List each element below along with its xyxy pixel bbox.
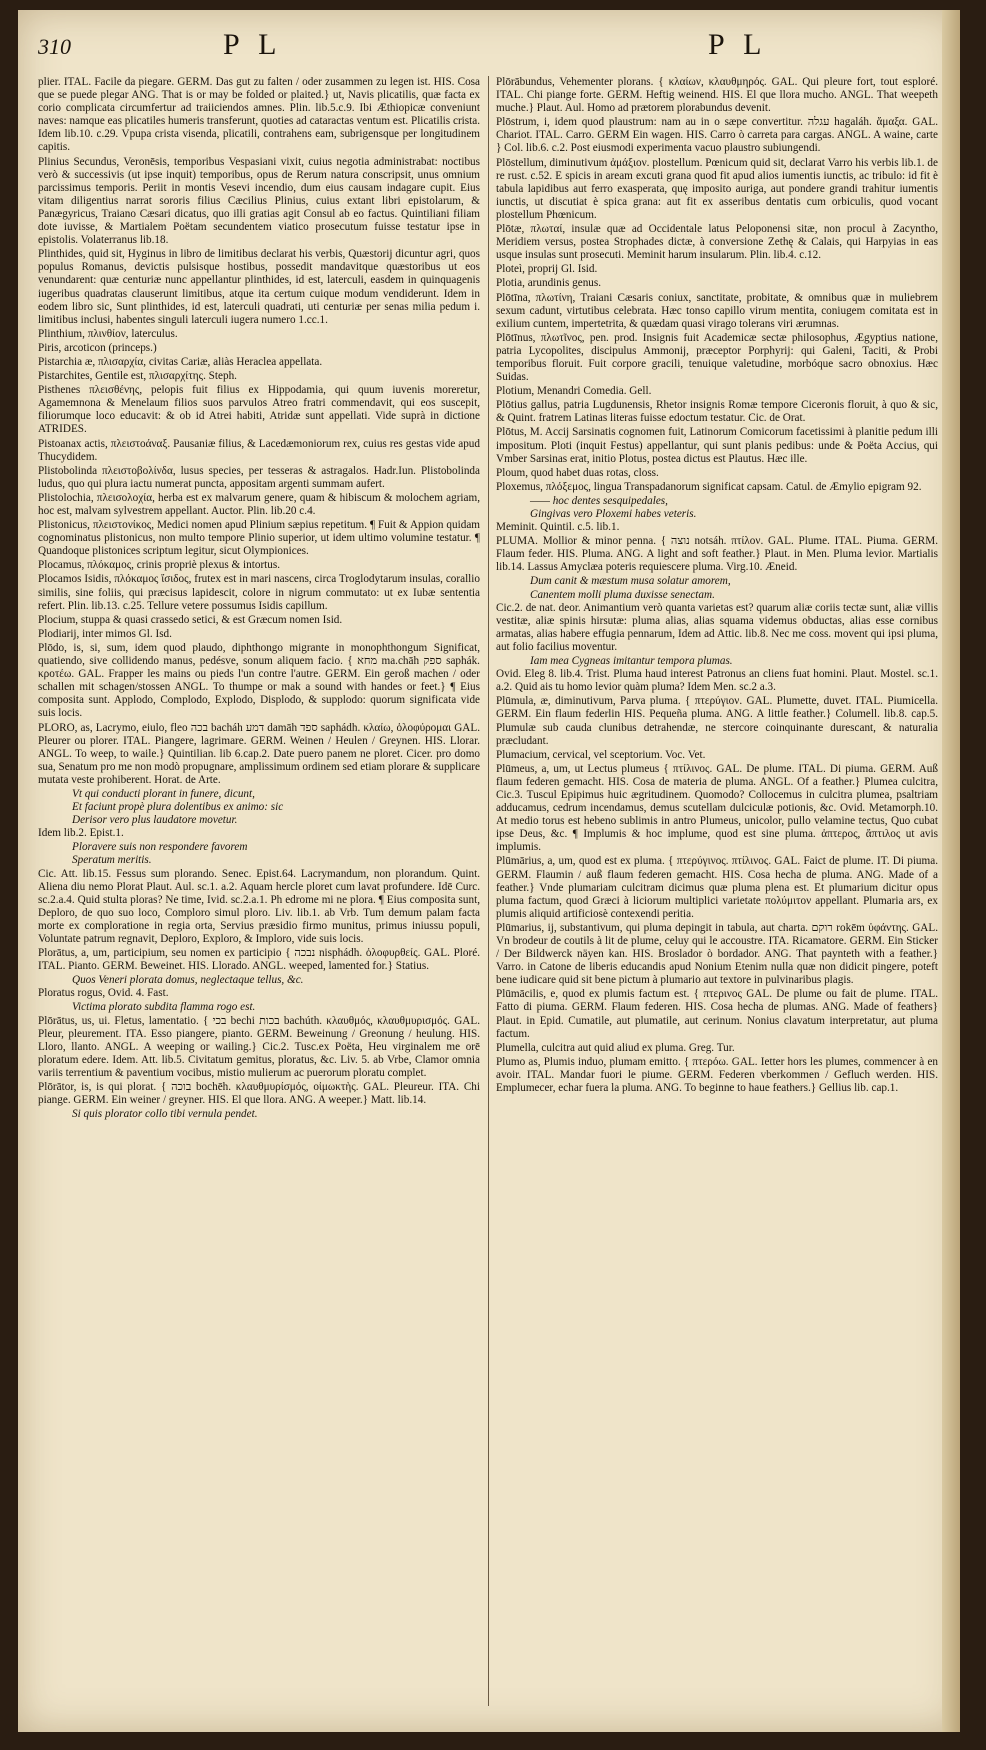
dictionary-entry: Plōtius gallus, patria Lugdunensis, Rhetor insignis Romæ tempore Ciceronis floruit, à quo & sic, & Quint. fratrem Latinas literas fuisse edoctum testatur. Cic. de Orat. bbox=[496, 399, 938, 425]
dictionary-entry: Plocamos Isidis, πλόκαμος ἴσιδος, frutex est in mari nascens, circa Troglodytarum insulas, corallio similis, sine foliis, qui præcisus lapidescit, colore in nigrum commutato: ut ex Iubæ sententia refert. Plin. lib.13. c.25. Tellure vetere possumus Isidis capillum. bbox=[38, 573, 480, 612]
verse-quote: Speratum meritis. bbox=[72, 854, 152, 867]
dictionary-entry: PLUMA. Mollior & minor penna. { נוצה notsáh. πτίλον. GAL. Plume. ITAL. Piuma. GERM. Flaum feder. HIS. Pluma. ANG. A light and soft feather.} Plaut. in Men. Pluma levior. Martialis lib.14. Lassus Amyclæa poteris requiescere pluma. Virg.10. Æneid. bbox=[496, 535, 938, 574]
page-edge bbox=[942, 10, 960, 1732]
page-number: 310 bbox=[38, 34, 71, 59]
verse-quote: Canentem molli pluma duxisse senectam. bbox=[530, 588, 715, 601]
dictionary-entry: Plocamus, πλόκαμος, crinis propriè plexus & intortus. bbox=[38, 559, 281, 572]
dictionary-entry: Plistobolinda πλειστοβολίνδα, lusus species, per tesseras & astragalos. Hadr.Iun. Plistobolinda ludus, quo qui plura iactu numerat puncta, appositam argenti summam aufert. bbox=[38, 464, 480, 490]
dictionary-entry: Plōstrum, i, idem quod plaustrum: nam au in o sæpe convertitur. עגלה hagaláh. ἅμαξα. GAL. Chariot. ITAL. Carro. GERM Ein wagen. HIS. Carro ò carreta para cargas. ANGL. A waine, carte } Col. lib.6. c.2. Post eiusmodi experimenta vacuo plaustro subiungendi. bbox=[496, 116, 938, 155]
dictionary-entry: Plōtus, M. Accij Sarsinatis cognomen fuit, Latinorum Comicorum facetissimi à planitie pedum illi impositum. Ploti (inquit Festus) appellantur, qui sunt planis pedibus: unde & Poëta Accius, qui Vmber Sarsinas erat, initio Plotus, postea dictus est Plautus. Hæc ille. bbox=[496, 426, 938, 465]
dictionary-page bbox=[18, 10, 960, 1732]
dictionary-entry: Plūmeus, a, um, ut Lectus plumeus { πτίλινος. GAL. De plume. ITAL. Di piuma. GERM. Auß flaum federen gemacht. HIS. Cosa de materia de pluma. ANGL. Of a feather.} Plumea culcitra, Cic.3. Tuscul Epipimus huic ægritudinem. Quomodo? Collocemus in culcitra plumea, psaltriam adducamus, cedrum incendamus, demus scutellam dulciculæ potionis, &c. Ovid. Metamorph.10. At medio torus est hebeno sublimis in antro Plumeus, unicolor, pullo velamine tectus, Quo cubat ipse Deus, &c. ¶ Implumis & hoc implume, quod est sine pluma. ἀπτερος, ἄπτιλος ut avis implumis. bbox=[496, 762, 938, 854]
dictionary-entry: Plodiarij, inter mimos Gl. Isd. bbox=[38, 627, 172, 640]
dictionary-entry: Plotia, arundinis genus. bbox=[496, 277, 602, 290]
dictionary-entry: Plōtæ, πλωταί, insulæ quæ ad Occidentale latus Peloponensi sitæ, non procul à Zacyntho, Meridiem versus, postea Strophades dictæ, à conversione Zethę & Calais, qui Harpyias in eas usque insulas sunt prosecuti. Meminit harum insularum. Plin. lib.4. c.12. bbox=[496, 223, 938, 262]
dictionary-entry: Plōdo, is, si, sum, idem quod plaudo, diphthongo migrante in monophthongum Significat, quatiendo, sive collidendo manus, pedésve, sonum aliquem facio. { מחא ma.chāh ספק saphák. κροτέω. GAL. Frapper les mains ou pieds l'un contre l'autre. GERM. Ein geroß machen / oder schallen mit schagen/stossen ANGL. To thumpe or mak a sound with handes or feet.} ¶ Eius composita sunt. Applodo, Complodo, Explodo, Displodo, & supplodo: quorum significata vide suis locis. bbox=[38, 641, 480, 720]
dictionary-entry: Plūmula, æ, diminutivum, Parva pluma. { πτερύγιον. GAL. Plumette, duvet. ITAL. Piumicella. GERM. Ein flaum federlin HIS. Pequeña pluma. ANG. A little feather.} Columell. lib.8. cap.5. Plumulæ sub cauda clunibus detrahendæ, ne stercore coinquinante durescant, & naturalia præcludant. bbox=[496, 695, 938, 747]
dictionary-entry: Piris, arcoticon (princeps.) bbox=[38, 341, 157, 354]
verse-quote: Si quis plorator collo tibi vernula pendet. bbox=[72, 1108, 258, 1121]
dictionary-entry: Plocium, stuppa & quasi crassedo setici, & est Græcum nomen Isid. bbox=[38, 613, 343, 626]
dictionary-entry: Ploxemus, πλόξεμος, lingua Transpadanorum significat capsam. Catul. de Æmylio epigram 92. bbox=[496, 480, 922, 493]
verse-quote: Iam mea Cygneas imitantur tempora plumas. bbox=[530, 655, 733, 668]
dictionary-entry: Plotium, Menandri Comedia. Gell. bbox=[496, 385, 652, 398]
dictionary-entry: Plōtīna, πλωτίνη, Traiani Cæsaris coniux, sanctitate, probitate, & omnibus quæ in muliebrem sexum cadunt, virtutibus celebrata. Hæc tonso capillo virum mentita, coniugem comitata est in exilium cuntem, impertetrita, & quædam quasi virago tolerans viri ærumnas. bbox=[496, 291, 938, 330]
verse-quote: Et faciunt propè plura dolentibus ex animo: sic bbox=[72, 801, 284, 814]
running-headword-left: P L bbox=[223, 28, 283, 61]
verse-quote: Derisor vero plus laudatore movetur. bbox=[72, 814, 238, 827]
verse-quote: Ploravere suis non respondere favorem bbox=[72, 841, 248, 854]
dictionary-entry: Plōstellum, diminutivum ἁμάξιον. plostellum. Pœnicum quid sit, declarat Varro his verbis lib.1. de re rust. c.52. E spicis in aream excuti grana quod fit apud alios iumentis iunctis, ac tribulo: id fit è tabula lapidibus aut ferro exasperata, quę imposito auriga, aut pondere grandi trahitur iumentis iunctis, ut discutiat è spica grana: aut fit ex asseribus dentatis cum orbiculis, quod vocant plostellum Phœnicum. bbox=[496, 156, 938, 221]
dictionary-entry: Plōrātus, us, ui. Fletus, lamentatio. { בכי bechi בכות bachúth. κλαυθμός, κλαυθμυρισμός. GAL. Pleur, pleurement. ITA. Esso piangere, pianto. GERM. Beweinung / Greonung / heulung. HIS. Lloro, llanto. ANGL. A weeping or wailing.} Cic.2. Tusc.ex Poëta, Heu virginalem me orē ploratum edere. Idem. Att. lib.5. Civitatum gemitus, ploratus, &c. Liv. 5. ab Vrbe, Clamor omnia variis terrentium & paventium vocibus, mistio mulierum ac puerorum ploratu complet. bbox=[38, 1014, 480, 1079]
left-column bbox=[38, 76, 480, 1714]
dictionary-entry: Pisthenes πλεισθένης, pelopis fuit filius ex Hippodamia, qui quum iuvenis moreretur, Agamemnona & Menelaum filios suos parvulos Atreo fratri commendavit, qui eos suscepit, filiorumque loco educavit: & ob id Atrei habiti, Atridæ sunt appellati. Vide suprà in dictione ATRIDES. bbox=[38, 384, 480, 436]
verse-quote: Quos Veneri plorata domus, neglectaque tellus, &c. bbox=[72, 974, 304, 987]
verse-quote: Vt qui conducti plorant in funere, dicunt, bbox=[72, 787, 255, 800]
dictionary-entry: Plumella, culcitra aut quid aliud ex pluma. Greg. Tur. bbox=[496, 1041, 735, 1054]
dictionary-entry: Plūmārius, a, um, quod est ex pluma. { πτερύγινος. πτίλινος. GAL. Faict de plume. IT. Di piuma. GERM. Flaumin / auß flaum federen gemacht. HIS. Cosa hecha de pluma. ANG. Made of a feather.} Vnde plumariam culcitram dicimus quæ pluma plena est. Et plumarium dicitur opus pluma factum, quod Græci à liciorum multiplici varietate πολύμιτον appellant. Plumaria ars, ex plumis aliquid artificiosè contexendi peritia. bbox=[496, 855, 938, 920]
dictionary-entry: Plistolochia, πλεισολοχία, herba est ex malvarum genere, quam & hibiscum & molochem agriam, hoc est, malvam sylvestrem appellant. Auctor. Plin. lib.20 c.4. bbox=[38, 491, 480, 517]
dictionary-entry: Plumacium, cervical, vel sceptorium. Voc. Vet. bbox=[496, 748, 706, 761]
dictionary-entry: Pistoanax actis, πλειστοάναξ. Pausaniæ filius, & Lacedæmoniorum rex, cuius res gestas vide apud Thucydidem. bbox=[38, 437, 480, 463]
dictionary-entry: Plinius Secundus, Veronēsis, temporibus Vespasiani vixit, cuius negotia administrabat: noctibus verò & successivis (ut ipse inquit) temporibus, opus de Rerum natura conscripsit, unus omnium parcissimus temporis. Periit in montis Vesevi incendio, dum eius causam indagare cupit. Eius vitam diligentius narrat sororis filius Cæcilius Plinius, cuius extant libri epistolarum, & Panægyricus, Traiano Cæsari dicatus, quo illi gratias agit Consul ab eo factus. Quintiliani filiam dote iuvisse, & Martialem Poëtam secundentem viatico prosecutum fuisse testatur ipse in epistolis. Volaterranus lib.18. bbox=[38, 155, 480, 247]
verse-quote: Gingivas vero Ploxemi habes veteris. bbox=[530, 508, 697, 520]
dictionary-entry: Pistarchites, Gentile est, πλισαρχίτης. Steph. bbox=[38, 370, 237, 383]
running-headword-right: P L bbox=[708, 28, 768, 61]
dictionary-entry: Plorātus, a, um, participium, seu nomen ex participio { נבכה nisphádh. ὀλοφυρθείς. GAL. Ploré. ITAL. Pianto. GERM. Beweinet. HIS. Llorado. ANGL. weeped, lamented for.} Statius. bbox=[38, 947, 480, 973]
dictionary-entry: Cic.2. de nat. deor. Animantium verò quanta varietas est? quarum aliæ coriis tectæ sunt, aliæ villis vestitæ, aliæ spinis hirsutæ: pluma alias, alias squama videmus obductas, alias esse cornibus armatas, alias habere effugia pennarum, Idem ad Attic. lib.8. Nec me coss. movent qui ipsi pluma, aut folio facilius moventur. bbox=[496, 601, 938, 653]
right-column bbox=[496, 76, 938, 1714]
dictionary-entry: Plinthides, quid sit, Hyginus in libro de limitibus declarat his verbis, Quæstorij dicuntur agri, quos populus Romanus, devictis pulsisque hostibus, possedit mandavitque quæstoribus ut eos venundarent: quæ centuriæ nunc appellantur plinthides, id est, laterculi, easdem in quinquagenis iugeribus quadratas clauserunt limitibus, atque ita certum cuique modum vendiderunt. Idem in eodem libro sic, Sunt plinthides, id est, laterculi quadrati, uti centuriæ per senas milia pedum i. limitibus inclusi, habentes singuli laterculi iugera numero 1.cc.1. bbox=[38, 248, 480, 326]
dictionary-entry: Plōtīnus, πλωτῖνος, pen. prod. Insignis fuit Academicæ sectæ philosophus, Ægyptius natione, patria Lycopolites, discipulus Ammonij, præceptor Porphyrij: qui Galeni, Taciti, & Probi temporibus floruit. Fuit corpore gracili, tenuique valetudine, morbóque sacro obnoxius. Hæc Suidas. bbox=[496, 331, 938, 384]
dictionary-entry: PLORO, as, Lacrymo, eiulo, fleo בכה bacháh דמע damāh ספד saphádh. κλαίω, ὀλοφύρομαι GAL. Pleurer ou plorer. ITAL. Piangere, lagrimare. GERM. Weinen / Heulen / Greynen. HIS. Llorar. ANGL. To weep, to waile.} Quintilian. lib 6.cap.2. Date puero panem ne ploret. Cicer. pro domo sua, Senatum pro me non modò propugnare, amplissimum ordinem sed etiam plorare & supplicare mutata veste prohiberent. Horat. de Arte. bbox=[38, 721, 480, 786]
dictionary-entry: plier. ITAL. Facile da piegare. GERM. Das gut zu falten / oder zusammen zu legen ist. HIS. Cosa que se puede plegar ANG. That is or may be folded or plaited.} ut, Navis plicatilis, quæ facta ex corio complicata circumfertur ad traiiciendos amnes. Plin. lib.5.c.9. Ibi Æthiopicæ conveniunt naves: namque eas plicatiles humeris transferunt, quoties ad cataractas ventum est. Plicatilis crista. Idem lib.10. c.29. Vpupa crista visenda, plicatili, contrahens eam, subrigensque per longitudinem capitis. bbox=[38, 76, 480, 154]
dictionary-entry: Ploum, quod habet duas rotas, closs. bbox=[496, 466, 659, 479]
dictionary-entry: Plumo as, Plumis induo, plumam emitto. { πτερόω. GAL. Ietter hors les plumes, commencer à en avoir. ITAL. Mandar fuori le piume. GERM. Federen vberkommen / Gefluch werden. HIS. Emplumecer, echar fuera la pluma. ANG. To beginne to haue feathers.} Gellius lib. cap.1. bbox=[496, 1055, 938, 1095]
dictionary-entry: Ploratus rogus, Ovid. 4. Fast. bbox=[38, 987, 169, 1000]
dictionary-entry: Ovid. Eleg 8. lib.4. Trist. Pluma haud interest Patronus an cliens fuat homini. Plaut. Mostel. sc.1. a.2. Quid ais tu homo levior quàm pluma? Idem Men. sc.2 a.3. bbox=[496, 668, 938, 694]
dictionary-entry: Idem lib.2. Epist.1. bbox=[38, 827, 124, 840]
dictionary-entry: Plūmarius, ij, substantivum, qui pluma depingit in tabula, aut charta. רוקם rokēm ὑφάντης. GAL. Vn brodeur de coutils à lit de plume, celuy qui le accoustre. ITA. Ricamatore. GERM. Ein Sticker / Der Bildwerck näyen kan. HIS. Broslador ò bordador. ANG. That paynteth with a feather.} Varro. in Catone de liberis educandis apud Nonium Etenim nulla quæ non didicit pingere, poteft bene iudicare quid sit bene pictum à plumario aut textore in pulvinaribus plagis. bbox=[496, 921, 938, 987]
verse-quote: Victima plorato subdita flamma rogo est. bbox=[72, 1001, 256, 1014]
page-header bbox=[18, 28, 960, 68]
dictionary-entry: Pistarchia æ, πλισαρχία, civitas Cariæ, aliàs Heraclea appellata. bbox=[38, 355, 323, 368]
dictionary-entry: Cic. Att. lib.15. Fessus sum plorando. Senec. Epist.64. Lacrymandum, non plorandum. Quint. Aliena diu nemo Plorat Plaut. Aul. sc.1. a.2. Aquam hercle ploret cum lavat profundere. Idē Curc. sc.2.a.4. Quid stulta ploras? Ne time, Ivid. sc.2.a.1. Ph edrome mi ne plora. ¶ Eius composita sunt, Deploro, de quo suo loco, Comploro simul ploro. Liv. lib.1. ab Vrb. Tum demum palam facta morte ex comploratione in regia orta, Servius præsidio firmo munitus, primus iniussu populi, Voluntate patrum regnavit, Deploro, Exploro, & Imploro, vide suis locis. bbox=[38, 867, 480, 945]
dictionary-entry: Plinthium, πλινθίον, laterculus. bbox=[38, 327, 178, 340]
verse-quote: Dum canit & mæstum musa solatur amorem, bbox=[530, 575, 731, 588]
dictionary-entry: Plistonicus, πλειστονίκος, Medici nomen apud Plinium sæpius repetitum. ¶ Fuit & Appion quidam cognominatus plistonicus, non multo tempore Plinio superior, ut idem ultimo volumine testatur. ¶ Quandoque plistonices scriptum legitur, sicut Olympionices. bbox=[38, 519, 480, 558]
column-divider bbox=[488, 76, 489, 1706]
dictionary-entry: Plōrātor, is, is qui plorat. { בוכה bochēh. κλαυθμυρίσμός, οἰμωκτὴς. GAL. Pleureur. ITA. Chi piange. GERM. Ein weiner / greyner. HIS. El que llora. ANG. A weeper.} Matt. lib.14. bbox=[38, 1081, 480, 1107]
dictionary-entry: Ploteì, proprij Gl. Isid. bbox=[496, 263, 598, 276]
verse-quote: —— hoc dentes sesquipedales, bbox=[530, 494, 668, 507]
dictionary-entry: Meminit. Quintil. c.5. lib.1. bbox=[496, 521, 620, 534]
dictionary-entry: Plūmācilis, e, quod ex plumis factum est. { πτερινος GAL. De plume ou fait de plume. ITAL. Fatto di piuma. GERM. Flaum federen. HIS. Cosa hecha de plumas. ANG. Made of feathers} Plaut. in Epid. Cumatile, aut plumatile, aut cerinum. Nonius clavatum interpretatur, aut pluma factum. bbox=[496, 988, 938, 1040]
dictionary-entry: Plōrābundus, Vehementer plorans. { κλαίων, κλαυθμηρός. GAL. Qui pleure fort, tout esploré. ITAL. Chi piange forte. GERM. Heftig weinend. HIS. El que llora mucho. ANGL. That weepeth muche.} Plaut. Aul. Homo ad prætorem plorabundus devenit. bbox=[496, 76, 938, 115]
